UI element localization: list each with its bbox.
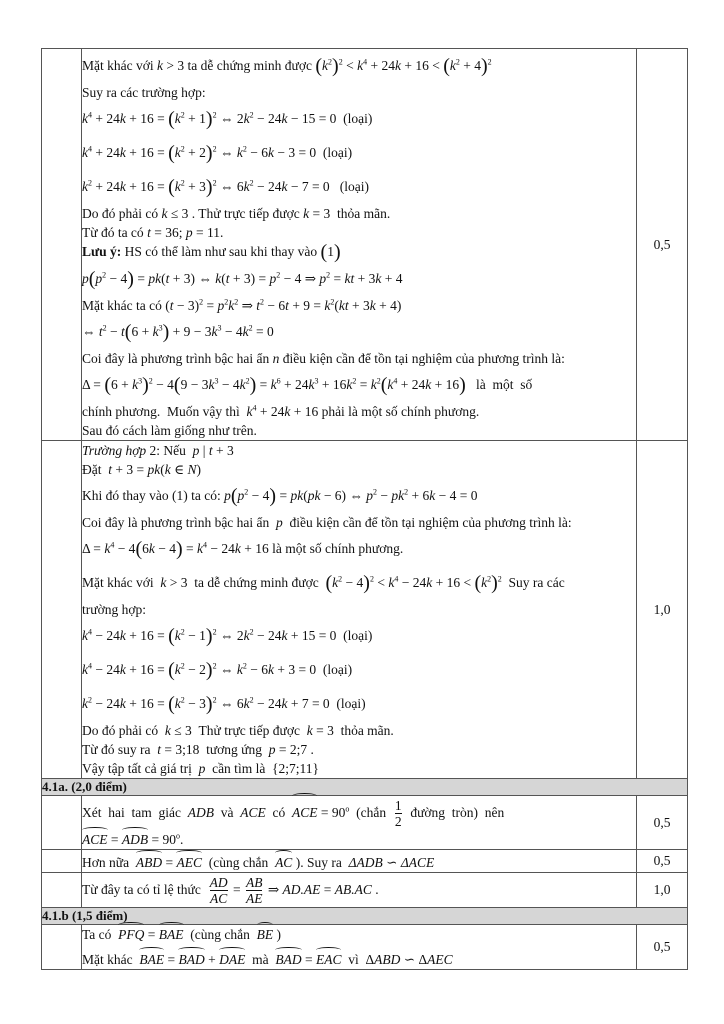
text-line: trường hợp: (82, 602, 146, 617)
text-line: Coi đây là phương trình bậc hai ẩn p điều kiện cần để tồn tại nghiệm của phương trình là: (82, 515, 572, 530)
score-cell: 0,5 (637, 925, 688, 970)
text-line: Do đó phải có k ≤ 3 . Thử trực tiếp được k = 3 thỏa mãn. (82, 206, 391, 221)
text-line: Ta có PFQ = BAE (cùng chắn BE ) (82, 927, 282, 942)
text-line: $k^2 - 24k + 16 = (k^2 - 3)^2$ ⇔ $6k^2 - 24k + 7 = 0$ (loại) (82, 693, 366, 715)
text-line: Trường hợp 2: Nếu p | t + 3 (82, 443, 234, 458)
content-cell (82, 850, 637, 873)
index-cell (42, 796, 82, 850)
text-line: $k^4 - 24k + 16 = (k^2 - 2)^2$ ⇔ $k^2 - 6k + 3 = 0$ (loại) (82, 659, 353, 681)
content-cell (82, 49, 637, 441)
text-line: Coi đây là phương trình bậc hai ẩn n điều kiện cần để tồn tại nghiệm của phương trình là: (82, 351, 565, 366)
text-line: $k^2 + 24k + 16 = (k^2 + 3)^2$ ⇔ $6k^2 - 24k - 7 = 0$ (loại) (82, 176, 370, 198)
text-line: $k^4 + 24k + 16 = (k^2 + 1)^2$ ⇔ $2k^2 - 24k - 15 = 0$ (loại) (82, 108, 373, 130)
index-cell (42, 850, 82, 873)
text-line: Do đó phải có k ≤ 3 Thử trực tiếp được k = 3 thỏa mãn. (82, 723, 394, 738)
text-line: $p(p^2 - 4) = pk(t + 3)$ ⇔ $k(t + 3) = p^2 - 4$ ⇒ $p^2$ = kt + 3k + 4 (82, 268, 403, 290)
text-line: Từ đó ta có t = 36; p = 11. (82, 225, 224, 240)
text-line: $\Delta = (6 + k^3)^2 - 4(9 - 3k^3 - 4k^2) = k^6 + 24k^3 + 16k^2 = k^2(k^4 + 24k + 16)$ là một số (82, 374, 533, 396)
text-line: Mặt khác với k > 3 ta dễ chứng minh được $(k^2)^2 < k^4 + 24k + 16 < (k^2 + 4)^2$ (82, 55, 492, 77)
text-line: Xét hai tam giác ADB và ACE có ACE = $90^o$ (chắn $\frac{1}{2}$ đường tròn) nên (82, 796, 636, 830)
content-cell (82, 441, 637, 779)
score-cell: 0,5 (637, 850, 688, 873)
table-row (42, 850, 688, 873)
score-cell: 0,5 (637, 49, 688, 441)
text-line: Từ đó suy ra t = 3;18 tương ứng p = 2;7 . (82, 742, 314, 757)
score-cell: 0,5 (637, 796, 688, 850)
content-cell (82, 925, 637, 970)
index-cell (42, 925, 82, 970)
text-line: Hơn nữa ABD = AEC (cùng chắn AC ). Suy ra ΔADB ∽ ΔACE (82, 855, 435, 870)
table-row (42, 925, 688, 970)
content-cell (82, 873, 637, 908)
text-line: Mặt khác với k > 3 ta dễ chứng minh được $(k^2 - 4)^2 < k^4 - 24k + 16 < (k^2)^2$ Suy ra các (82, 572, 565, 594)
text-line: ACE = ADB = $90^o$. (82, 831, 184, 847)
score-cell: 1,0 (637, 873, 688, 908)
index-cell (42, 441, 82, 779)
section-header-row (42, 779, 688, 796)
section-heading: 4.1.b (1,5 điểm) (42, 908, 688, 925)
table-row (42, 441, 688, 779)
section-heading: 4.1a. (2,0 điểm) (42, 779, 688, 796)
text-line: $k^4 + 24k + 16 = (k^2 + 2)^2$ ⇔ $k^2 - 6k - 3 = 0$ (loại) (82, 142, 353, 164)
text-line: Từ đây ta có tỉ lệ thức $\frac{AD}{AC}$ = $\frac{AB}{AE}$ ⇒ AD.AE = AB.AC . (82, 875, 379, 907)
text-line: chính phương. Muốn vậy thì $k^4 + 24k + 16$ phải là một số chính phương. (82, 403, 480, 419)
text-line: Suy ra các trường hợp: (82, 85, 206, 100)
text-line: ⇔ $t^2 - t(6 + k^3) + 9 - 3k^3 - 4k^2 = 0$ (82, 321, 274, 343)
table-row (42, 796, 688, 850)
table-row (42, 49, 688, 441)
text-line: Khi đó thay vào (1) ta có: $p(p^2 - 4) = pk(pk - 6)$ ⇔ $p^2 - pk^2 + 6k - 4 = 0$ (82, 485, 478, 507)
text-line: Lưu ý: HS có thể làm như sau khi thay vào (1) (82, 241, 341, 263)
text-line: Mặt khác BAE = BAD + DAE mà BAD = EAC vì ΔABD ∽ ΔAEC (82, 952, 453, 967)
text-line: Sau đó cách làm giống như trên. (82, 423, 257, 438)
text-line: Đặt t + 3 = pk(k ∈ N) (82, 462, 202, 477)
text-line: Mặt khác ta có $(t - 3)^2 = p^2k^2$ ⇒ $t^2 - 6t + 9 = k^2(kt + 3k + 4)$ (82, 297, 402, 313)
table-row (42, 873, 688, 908)
content-cell (82, 796, 637, 850)
index-cell (42, 873, 82, 908)
score-cell: 1,0 (637, 441, 688, 779)
answer-table (41, 48, 688, 970)
text-line: $k^4 - 24k + 16 = (k^2 - 1)^2$ ⇔ $2k^2 - 24k + 15 = 0$ (loại) (82, 625, 373, 647)
text-line: $\Delta = k^4 - 4(6k - 4) = k^4 - 24k + 16$ là một số chính phương. (82, 538, 404, 560)
text-line: Vậy tập tất cả giá trị p cần tìm là {2;7;11} (82, 761, 320, 776)
index-cell (42, 49, 82, 441)
